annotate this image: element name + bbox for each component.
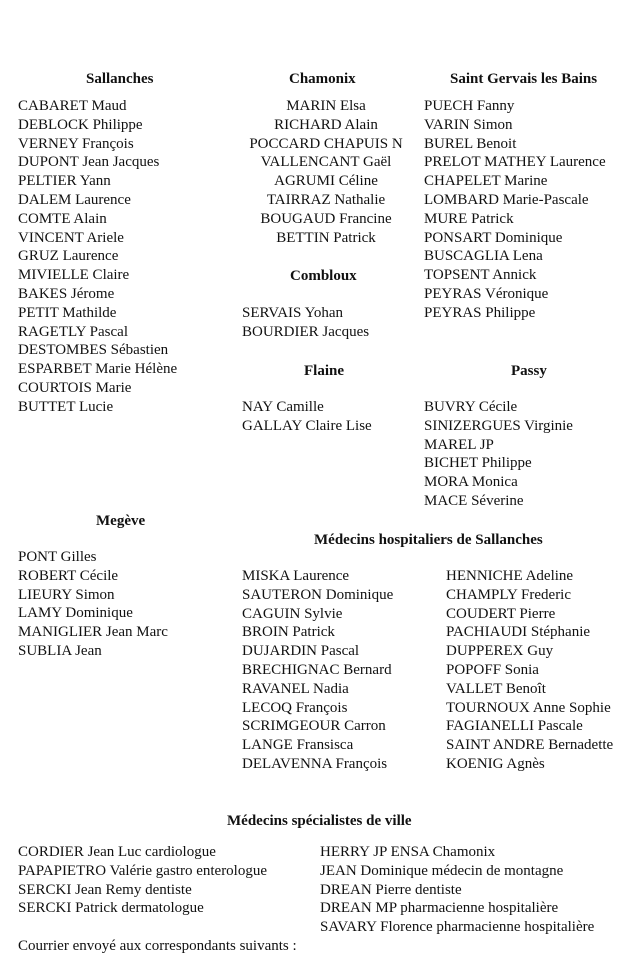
list-item: NAY Camille	[242, 399, 324, 415]
list-item: RAVANEL Nadia	[242, 680, 349, 697]
list-item: MANIGLIER Jean Marc	[18, 624, 168, 641]
list-item: MISKA Laurence	[242, 568, 350, 584]
list-item: SERVAIS Yohan	[242, 305, 344, 321]
list-item: BUSCAGLIA Lena	[424, 248, 543, 265]
list-item: BOURDIER Jacques	[242, 323, 370, 340]
list-item: MIVIELLE Claire	[18, 267, 130, 284]
list-item: CAGUIN Sylvie	[242, 605, 343, 622]
list-specialistes-col1	[18, 843, 313, 918]
list-item: BUREL Benoit	[424, 135, 517, 152]
list-item: CHAMPLY Frederic	[446, 586, 572, 603]
list-item: DEBLOCK Philippe	[18, 116, 143, 133]
footer-text: Courrier envoyé aux correspondants suivants :	[18, 938, 297, 954]
list-item: BROIN Patrick	[242, 624, 335, 641]
list-item: PONT Gilles	[18, 549, 97, 565]
list-item: CHAPELET Marine	[424, 173, 548, 190]
list-item: BRECHIGNAC Bernard	[242, 661, 392, 678]
list-sallanches	[18, 97, 228, 417]
list-passy	[424, 398, 639, 511]
list-item: SERCKI Jean Remy dentiste	[18, 881, 192, 898]
list-item: FAGIANELLI Pascale	[446, 718, 583, 735]
list-item: BUTTET Lucie	[18, 398, 114, 415]
list-specialistes-col2	[320, 843, 640, 937]
list-item: BAKES Jérome	[18, 285, 115, 302]
heading-flaine: Flaine	[304, 363, 344, 379]
heading-saint-gervais: Saint Gervais les Bains	[450, 71, 598, 87]
list-item: RICHARD Alain	[274, 116, 378, 133]
list-item: ROBERT Cécile	[18, 567, 119, 584]
heading-sallanches: Sallanches	[86, 71, 154, 87]
list-item: DESTOMBES Sébastien	[18, 342, 169, 359]
list-item: SAUTERON Dominique	[242, 586, 394, 603]
list-item: DELAVENNA François	[242, 755, 388, 772]
list-item: MURE Patrick	[424, 210, 514, 227]
list-item: LANGE Fransisca	[242, 737, 354, 754]
list-item: RAGETLY Pascal	[18, 323, 129, 340]
heading-specialistes: Médecins spécialistes de ville	[227, 813, 412, 829]
heading-hospitaliers: Médecins hospitaliers de Sallanches	[314, 532, 543, 548]
list-item: SCRIMGEOUR Carron	[242, 718, 386, 735]
list-item: MORA Monica	[424, 474, 518, 491]
list-item: DUPONT Jean Jacques	[18, 154, 160, 171]
list-chamonix	[238, 97, 414, 247]
list-item: LIEURY Simon	[18, 586, 115, 603]
list-item: SUBLIA Jean	[18, 642, 102, 659]
list-item: BUVRY Cécile	[424, 399, 518, 415]
list-item: COUDERT Pierre	[446, 605, 556, 622]
list-item: TAIRRAZ Nathalie	[266, 191, 386, 208]
list-item: MAREL JP	[424, 436, 494, 453]
list-item: SAVARY Florence pharmacienne hospitalière	[320, 919, 595, 936]
list-item: SINIZERGUES Virginie	[424, 417, 573, 434]
list-item: DREAN MP pharmacienne hospitalière	[320, 900, 559, 917]
list-item: PACHIAUDI Stéphanie	[446, 624, 591, 641]
list-item: LECOQ François	[242, 699, 348, 716]
list-item: POPOFF Sonia	[446, 661, 539, 678]
heading-passy: Passy	[511, 363, 547, 379]
list-item: LOMBARD Marie-Pascale	[424, 191, 589, 208]
list-saint-gervais	[424, 97, 639, 323]
list-item: VARIN Simon	[424, 116, 513, 133]
list-combloux	[242, 304, 417, 342]
list-item: COMTE Alain	[18, 210, 107, 227]
list-item: BETTIN Patrick	[276, 229, 376, 246]
list-item: PUECH Fanny	[424, 98, 515, 114]
list-item: PELTIER Yann	[18, 173, 111, 190]
list-item: DUPPEREX Guy	[446, 643, 554, 660]
list-item: VALLET Benoît	[446, 680, 546, 697]
list-item: GALLAY Claire Lise	[242, 417, 372, 434]
list-hospitaliers-col1	[242, 567, 437, 774]
list-hospitaliers-col2	[446, 567, 641, 774]
list-item: PAPAPIETRO Valérie gastro enterologue	[18, 862, 268, 879]
list-item: ESPARBET Marie Hélène	[18, 361, 178, 378]
list-item: KOENIG Agnès	[446, 755, 545, 772]
list-item: BICHET Philippe	[424, 455, 532, 472]
heading-megeve: Megève	[96, 513, 146, 529]
list-item: JEAN Dominique médecin de montagne	[320, 862, 564, 879]
list-flaine	[242, 398, 417, 436]
list-item: PRELOT MATHEY Laurence	[424, 154, 606, 171]
list-item: MACE Séverine	[424, 492, 524, 509]
list-item: BOUGAUD Francine	[260, 210, 392, 227]
list-item: CORDIER Jean Luc cardiologue	[18, 844, 216, 860]
list-item: TOPSENT Annick	[424, 267, 537, 284]
list-item: PEYRAS Philippe	[424, 304, 536, 321]
list-item: TOURNOUX Anne Sophie	[446, 699, 611, 716]
heading-combloux: Combloux	[290, 268, 357, 284]
list-item: VINCENT Ariele	[18, 229, 124, 246]
list-item: DALEM Laurence	[18, 191, 131, 208]
list-item: VERNEY François	[18, 135, 134, 152]
list-item: PETIT Mathilde	[18, 304, 117, 321]
list-item: MARIN Elsa	[286, 98, 366, 114]
list-item: HERRY JP ENSA Chamonix	[320, 844, 496, 860]
list-item: DREAN Pierre dentiste	[320, 881, 462, 898]
list-item: HENNICHE Adeline	[446, 568, 574, 584]
list-item: LAMY Dominique	[18, 605, 133, 622]
list-item: DUJARDIN Pascal	[242, 643, 360, 660]
list-item: POCCARD CHAPUIS N	[249, 135, 403, 152]
list-megeve	[18, 548, 228, 661]
list-item: SAINT ANDRE Bernadette	[446, 737, 614, 754]
list-item: GRUZ Laurence	[18, 248, 119, 265]
list-item: CABARET Maud	[18, 98, 127, 114]
list-item: SERCKI Patrick dermatologue	[18, 900, 204, 917]
list-item: VALLENCANT Gaël	[260, 154, 392, 171]
list-item: PONSART Dominique	[424, 229, 563, 246]
list-item: AGRUMI Céline	[274, 173, 378, 190]
list-item: PEYRAS Véronique	[424, 285, 549, 302]
heading-chamonix: Chamonix	[289, 71, 356, 87]
list-item: COURTOIS Marie	[18, 379, 132, 396]
